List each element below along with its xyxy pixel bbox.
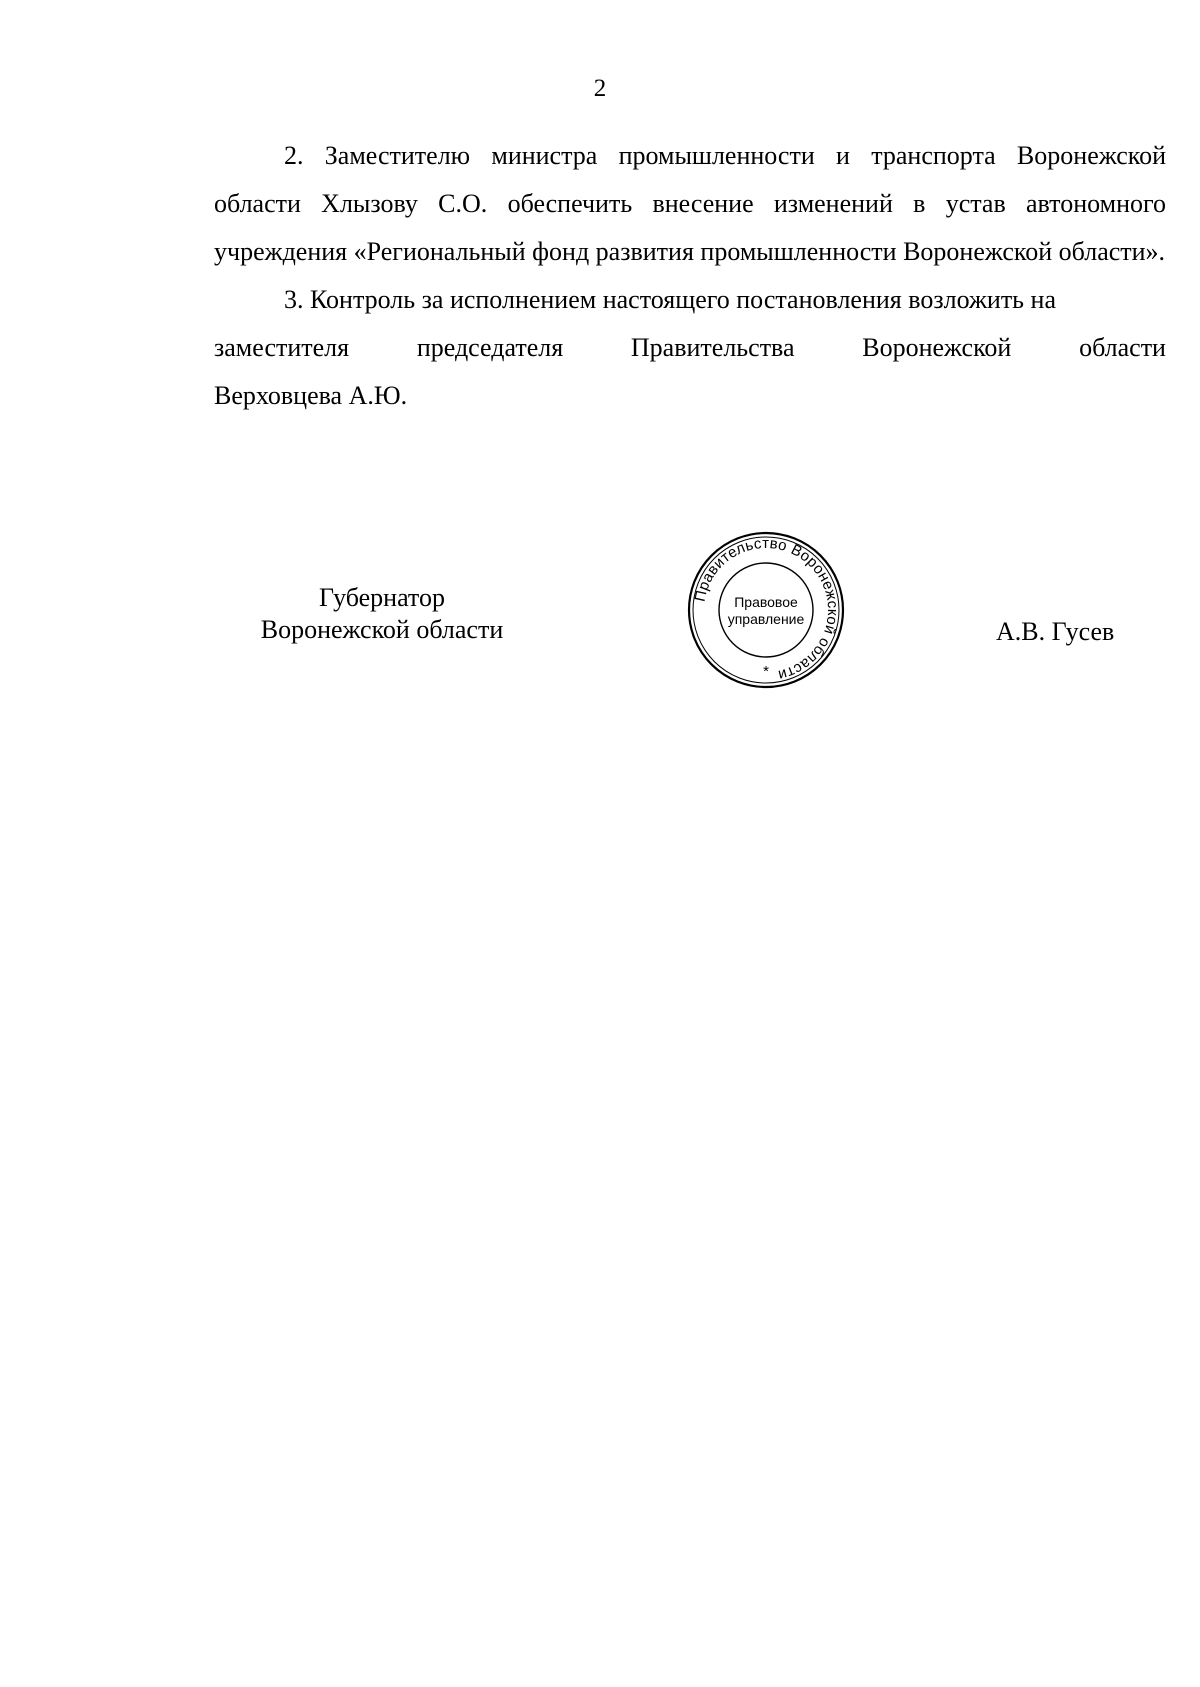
official-seal-stamp [686, 530, 846, 690]
paragraph-3-word: председателя [416, 333, 564, 362]
seal-inner-line-1: Правовое [734, 594, 798, 610]
paragraph-3-word: заместителя [214, 333, 350, 362]
seal-star: * [763, 663, 769, 680]
seal-inner-line-2: управление [727, 611, 805, 627]
paragraph-3-line-3: Верховцева А.Ю. [214, 381, 408, 410]
seal-outer-text: Правительство Воронежской области [691, 534, 842, 684]
paragraph-3-word: области [1079, 333, 1166, 362]
paragraph-3-line-1: 3. Контроль за исполнением настоящего постановления возложить на [284, 285, 1056, 314]
paragraph-3-word: Правительства [630, 333, 795, 362]
document-body [214, 132, 1166, 420]
signatory-position-line-2: Воронежской области [260, 615, 504, 644]
signatory-name: А.В. Гусев [996, 617, 1115, 646]
page-number: 2 [593, 75, 607, 102]
paragraph-3-word: Воронежской [862, 333, 1012, 362]
paragraph-3 [214, 276, 1166, 324]
seal-inner-ring [719, 563, 813, 657]
paragraph-2: 2. Заместителю министра промышленности и транспорта Воронежской области Хлызову С.О. обеспечить внесение изменений в устав автономного учреждения «Региональный фонд развития промышленности Воронежской области». [214, 141, 1166, 266]
signatory-position-line-1: Губернатор [319, 583, 445, 612]
paragraph-3-line-2 [214, 324, 1166, 372]
signatory-position [232, 582, 532, 646]
